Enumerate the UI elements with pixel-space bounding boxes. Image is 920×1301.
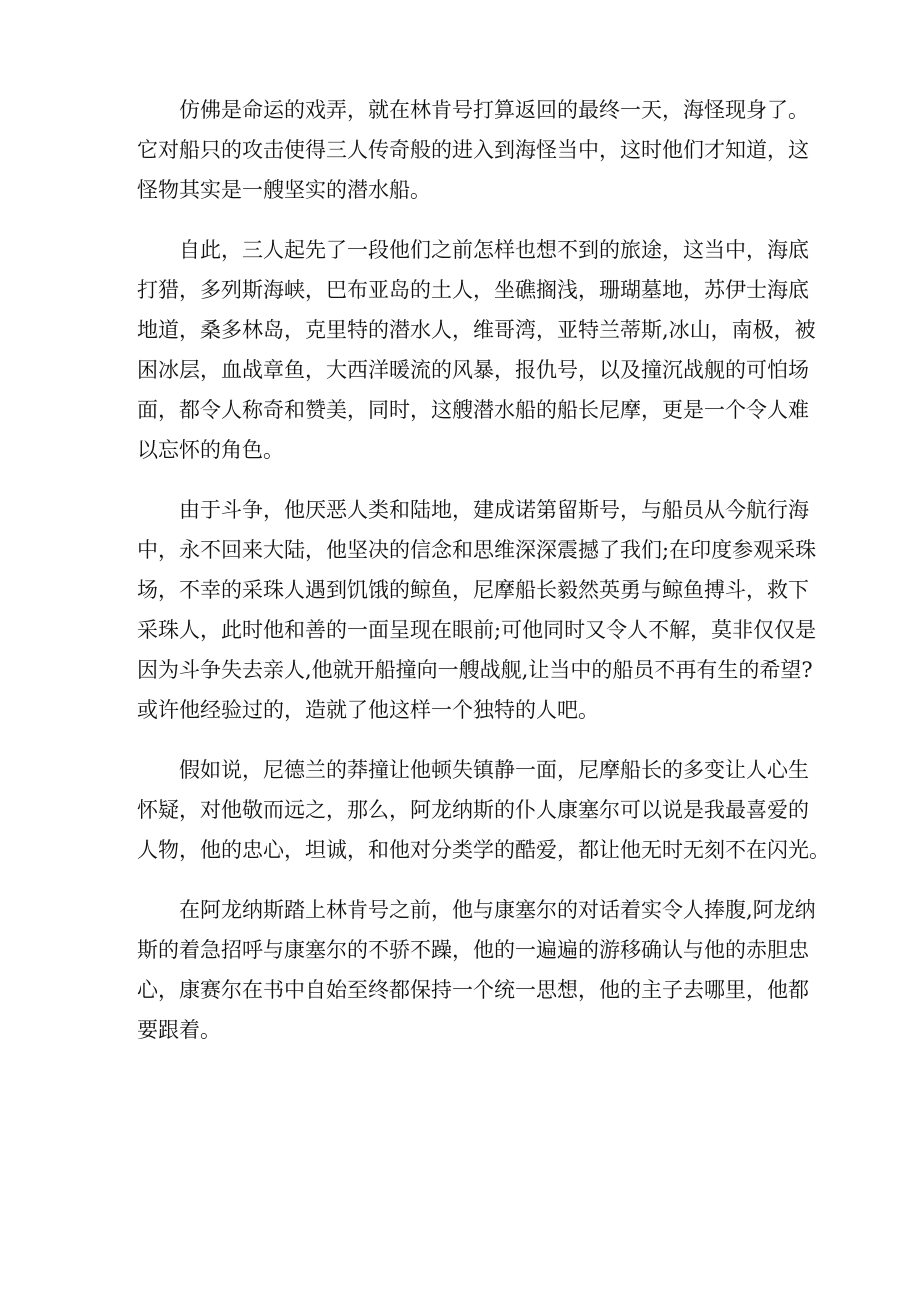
text-line: 仿佛是命运的戏弄，就在林肯号打算返回的最终一天，海怪现身了。: [179, 98, 809, 122]
paragraph-2: [137, 230, 816, 470]
article-body: [137, 90, 830, 1050]
text-line: 面，都令人称奇和赞美，同时，这艘潜水船的船长尼摩，更是一个令人难: [137, 398, 809, 422]
paragraph-4: [137, 750, 830, 870]
text-line: 人物，他的忠心，坦诚，和他对分类学的酷爱，都让他无时无刻不在闪光。: [137, 838, 830, 862]
text-line: 它对船只的攻击使得三人传奇般的进入到海怪当中，这时他们才知道，这: [137, 138, 809, 162]
paragraph-5: [137, 890, 816, 1050]
paragraph-3: [137, 490, 817, 730]
text-line: 因为斗争失去亲人,他就开船撞向一艘战舰,让当中的船员不再有生的希望?: [137, 658, 813, 682]
text-line: 斯的着急招呼与康塞尔的不骄不躁，他的一遍遍的游移确认与他的赤胆忠: [137, 938, 809, 962]
text-line: 中，永不回来大陆，他坚决的信念和思维深深震撼了我们;在印度参观采珠: [137, 538, 817, 562]
text-line: 怀疑，对他敬而远之，那么，阿龙纳斯的仆人康塞尔可以说是我最喜爱的: [137, 798, 809, 822]
text-line: 以忘怀的角色。: [137, 438, 284, 462]
paragraph-1: [137, 90, 809, 210]
text-line: 假如说，尼德兰的莽撞让他顿失镇静一面，尼摩船长的多变让人心生: [179, 758, 809, 782]
text-line: 打猎，多列斯海峡，巴布亚岛的土人，坐礁搁浅，珊瑚墓地，苏伊士海底: [137, 278, 809, 302]
text-line: 由于斗争，他厌恶人类和陆地，建成诺第留斯号，与船员从今航行海: [179, 498, 809, 522]
text-line: 自此，三人起先了一段他们之前怎样也想不到的旅途，这当中，海底: [179, 238, 809, 262]
text-line: 要跟着。: [137, 1018, 221, 1042]
text-line: 采珠人，此时他和善的一面呈现在眼前;可他同时又令人不解，莫非仅仅是: [137, 618, 817, 642]
text-line: 在阿龙纳斯踏上林肯号之前，他与康塞尔的对话着实令人捧腹,阿龙纳: [179, 898, 816, 922]
text-line: 场，不幸的采珠人遇到饥饿的鲸鱼，尼摩船长毅然英勇与鲸鱼搏斗，救下: [137, 578, 809, 602]
text-line: 怪物其实是一艘坚实的潜水船。: [137, 178, 431, 202]
text-line: 地道，桑多林岛，克里特的潜水人，维哥湾，亚特兰蒂斯,冰山，南极，被: [137, 318, 816, 342]
text-line: 困冰层，血战章鱼，大西洋暖流的风暴，报仇号，以及撞沉战舰的可怕场: [137, 358, 809, 382]
text-line: 或许他经验过的，造就了他这样一个独特的人吧。: [137, 698, 599, 722]
text-line: 心，康赛尔在书中自始至终都保持一个统一思想，他的主子去哪里，他都: [137, 978, 809, 1002]
